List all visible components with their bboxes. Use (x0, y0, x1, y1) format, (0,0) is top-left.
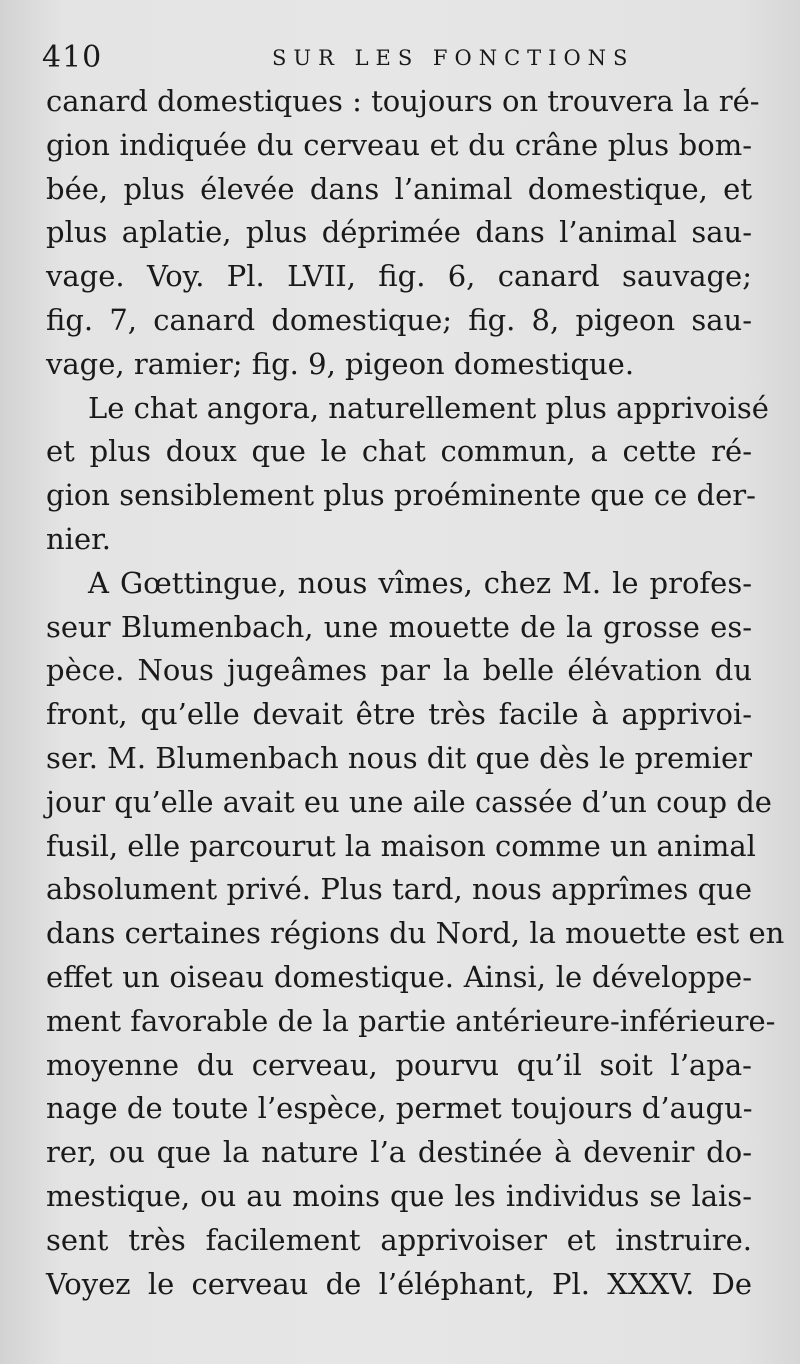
text-line: nier. (46, 521, 112, 556)
page-header (42, 40, 752, 74)
body-text (46, 80, 785, 1306)
text-line: nage de toute l’espèce, permet toujours d’augu- (46, 1091, 753, 1126)
text-line: seur Blumenbach, une mouette de la grosse es- (46, 609, 752, 644)
text-line: absolument privé. Plus tard, nous apprîmes que (46, 872, 752, 907)
text-line: vage. Voy. Pl. LVII, fig. 6, canard sauvage; (46, 259, 752, 294)
text-line: jour qu’elle avait eu une aile cassée d’un coup de (46, 784, 772, 819)
text-line: vage, ramier; fig. 9, pigeon domestique. (46, 346, 635, 381)
text-line: ment favorable de la partie antérieure-inférieure- (46, 1003, 776, 1038)
text-line: fig. 7, canard domestique; fig. 8, pigeon sau- (46, 302, 752, 337)
text-line: gion indiquée du cerveau et du crâne plus bom- (46, 127, 752, 162)
text-line: dans certaines régions du Nord, la mouette est en (46, 916, 785, 951)
text-line: moyenne du cerveau, pourvu qu’il soit l’apa- (46, 1047, 752, 1082)
text-line: effet un oiseau domestique. Ainsi, le développe- (46, 959, 752, 994)
text-line: bée, plus élevée dans l’animal domestique, et (46, 171, 752, 206)
text-line: gion sensiblement plus proéminente que ce der- (46, 478, 756, 513)
text-line: sent très facilement apprivoiser et instruire. (46, 1222, 752, 1257)
paragraph-start-line: A Gœttingue, nous vîmes, chez M. le profes- (88, 565, 752, 600)
paragraph-start-line: Le chat angora, naturellement plus apprivoisé (88, 390, 769, 425)
text-line: pèce. Nous jugeâmes par la belle élévation du (46, 653, 752, 688)
text-line: plus aplatie, plus déprimée dans l’animal sau- (46, 215, 752, 250)
text-line: fusil, elle parcourut la maison comme un animal (46, 828, 756, 863)
running-head: SUR LES FONCTIONS (272, 46, 635, 70)
text-line: Voyez le cerveau de l’éléphant, Pl. XXXV. De (46, 1266, 752, 1301)
text-line: front, qu’elle devait être très facile à apprivoi- (46, 697, 752, 732)
page-number: 410 (42, 40, 103, 75)
text-line: canard domestiques : toujours on trouvera la ré- (46, 84, 760, 118)
text-line: ser. M. Blumenbach nous dit que dès le premier (46, 740, 752, 775)
text-line: et plus doux que le chat commun, a cette ré- (46, 434, 752, 469)
text-line: rer, ou que la nature l’a destinée à devenir do- (46, 1135, 752, 1170)
text-line: mestique, ou au moins que les individus se lais- (46, 1178, 752, 1213)
